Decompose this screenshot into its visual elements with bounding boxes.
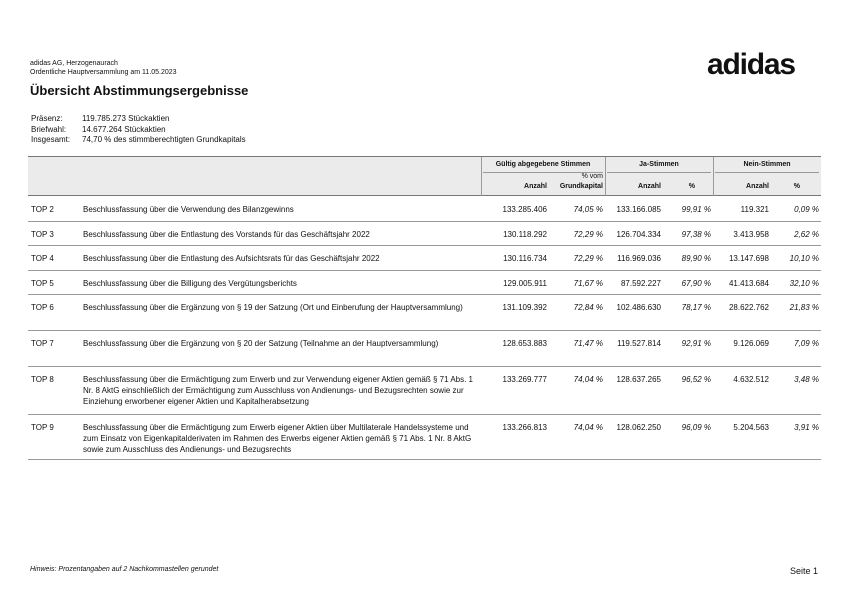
capital-pct: 72,84 % [573,303,603,312]
no-pct: 2,62 % [794,230,819,239]
yes-votes: 128.062.250 [616,423,661,432]
no-votes: 3.413.958 [733,230,769,239]
valid-votes: 133.285.406 [502,205,547,214]
agenda-item: TOP 3 [31,230,54,239]
meeting-line: Ordentliche Hauptversammlung am 11.05.2023 [30,68,177,76]
summary-label: Briefwahl: [31,124,67,134]
no-votes: 28.622.762 [728,303,769,312]
no-pct: 3,91 % [794,423,819,432]
col-header-count: Anzahl [524,183,547,190]
yes-pct: 89,90 % [681,254,711,263]
resolution-text: Beschlussfassung über die Entlastung des Aufsichtsrats für das Geschäftsjahr 2022 [83,254,380,263]
col-header-capital-pct-1: % vom [581,173,603,180]
yes-votes: 126.704.334 [616,230,661,239]
no-votes: 13.147.698 [728,254,769,263]
summary-value: 74,70 % des stimmberechtigten Grundkapitals [82,135,246,144]
agenda-item: TOP 6 [31,303,54,312]
yes-pct: 96,09 % [681,423,711,432]
attendance-summary [31,114,246,146]
table-row [28,197,821,222]
capital-pct: 71,67 % [573,279,603,288]
table-row [28,415,821,460]
yes-pct: 92,91 % [681,339,711,348]
no-pct: 32,10 % [789,279,819,288]
capital-pct: 74,04 % [573,423,603,432]
page-number: Seite 1 [790,566,819,576]
resolution-text: Beschlussfassung über die Verwendung des Bilanzgewinns [83,205,294,214]
valid-votes: 129.005.911 [503,279,547,288]
valid-votes: 130.116.734 [503,254,547,263]
valid-votes: 131.109.392 [502,303,547,312]
summary-row [31,135,246,146]
resolution-text: Beschlussfassung über die Ergänzung von § 20 der Satzung (Teilnahme an der Hauptversammlung) [83,339,439,348]
no-pct: 3,48 % [794,375,819,384]
agenda-item: TOP 2 [31,205,54,214]
agenda-item: TOP 5 [31,279,54,288]
header-divider [607,172,711,173]
col-header-no-pct: % [793,183,800,190]
resolution-text: Beschlussfassung über die Ergänzung von § 19 der Satzung (Ort und Einberufung der Hauptversammlung) [83,303,463,312]
table-row [28,246,821,271]
valid-votes: 133.269.777 [502,375,547,384]
col-header-no-count: Anzahl [746,183,769,190]
valid-votes: 130.118.292 [503,230,547,239]
adidas-logo: adidas [707,48,795,81]
summary-row [31,114,246,125]
yes-pct: 96,52 % [681,375,711,384]
resolution-text: Beschlussfassung über die Ermächtigung zum Erwerb eigener Aktien über Multilaterale Handelssysteme und zum Einsatz von Eigenkapitalderivaten im Rahmen des Erwerbs eigener Aktien gemäß § 71 Abs. 1 Nr. 8 AktG sowie zum Ausschluss des Andienungs- und Bezugsrechts [83,423,472,454]
no-pct: 21,83 % [789,303,819,312]
resolution-text: Beschlussfassung über die Ermächtigung zum Erwerb und zur Verwendung eigener Aktien gemäß § 71 Abs. 1 Nr. 8 AktG einschließlich der Ermächtigung zum Ausschluss von Andienungs- und Bezugsrechten sowie zur Einziehung erworbener eigener Aktien und Kapitalherabsetzung [83,375,474,406]
resolution-text: Beschlussfassung über die Entlastung des Vorstands für das Geschäftsjahr 2022 [83,230,370,239]
no-pct: 7,09 % [794,339,819,348]
yes-votes: 119.527.814 [617,339,661,348]
yes-pct: 67,90 % [681,279,711,288]
valid-votes: 128.653.883 [502,339,547,348]
yes-pct: 99,91 % [681,205,711,214]
summary-label: Insgesamt: [31,135,71,144]
no-votes: 4.632.512 [733,375,769,384]
company-line: adidas AG, Herzogenaurach [30,60,118,67]
col-header-capital-pct-2: Grundkapital [559,183,603,190]
footnote: Hinweis: Prozentangaben auf 2 Nachkommastellen gerundet [30,566,219,573]
group-valid-votes: Gültig abgegebene Stimmen [495,161,591,168]
no-votes: 119.321 [740,205,769,214]
table-row [28,367,821,415]
col-header-yes-count: Anzahl [638,183,661,190]
group-no-votes: Nein-Stimmen [743,161,791,168]
capital-pct: 74,05 % [573,205,603,214]
company-info [30,60,177,77]
table-row [28,331,821,367]
capital-pct: 71,47 % [573,339,603,348]
page-title: Übersicht Abstimmungsergebnisse [30,83,249,98]
no-votes: 41.413.684 [728,279,769,288]
agenda-item: TOP 4 [31,254,54,263]
table-header [28,156,821,196]
summary-label: Präsenz: [31,114,63,123]
capital-pct: 74,04 % [573,375,603,384]
group-yes-votes: Ja-Stimmen [639,161,679,168]
table-row [28,295,821,331]
agenda-item: TOP 8 [31,375,54,384]
agenda-item: TOP 9 [31,423,54,432]
table-row [28,271,821,295]
table-row [28,222,821,246]
header-divider [715,172,819,173]
yes-votes: 133.166.085 [616,205,661,214]
capital-pct: 72,29 % [573,230,603,239]
summary-value: 119.785.273 Stückaktien [82,114,170,123]
no-pct: 0,09 % [794,205,819,214]
capital-pct: 72,29 % [573,254,603,263]
yes-votes: 116.969.036 [617,254,661,263]
yes-pct: 78,17 % [681,303,711,312]
yes-votes: 102.486.630 [616,303,661,312]
agenda-item: TOP 7 [31,339,54,348]
summary-row [31,125,246,136]
col-header-yes-pct: % [688,183,695,190]
no-votes: 5.204.563 [733,423,769,432]
yes-votes: 128.637.265 [616,375,661,384]
resolution-text: Beschlussfassung über die Billigung des Vergütungsberichts [83,279,297,288]
valid-votes: 133.266.813 [502,423,547,432]
no-votes: 9.126.069 [733,339,769,348]
no-pct: 10,10 % [789,254,819,263]
summary-value: 14.677.264 Stückaktien [82,124,166,134]
yes-pct: 97,38 % [681,230,711,239]
yes-votes: 87.592.227 [620,279,661,288]
